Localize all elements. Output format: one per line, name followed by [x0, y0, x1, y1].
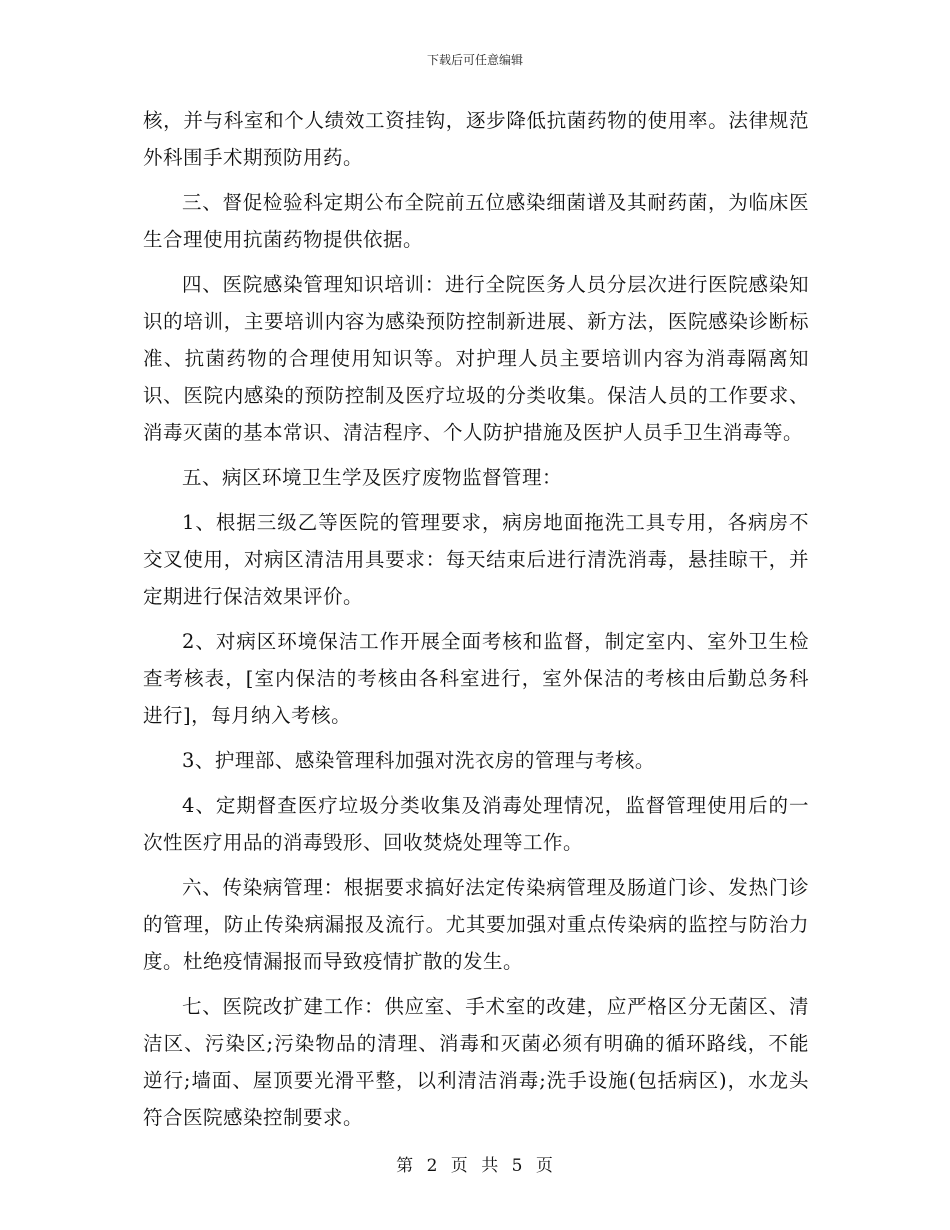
paragraph-continuation: 核，并与科室和个人绩效工资挂钩，逐步降低抗菌药物的使用率。法律规范外科围手术期预防用药。 [143, 109, 809, 169]
paragraph-section-3: 三、督促检验科定期公布全院前五位感染细菌谱及其耐药菌，为临床医生合理使用抗菌药物提供依据。 [143, 191, 809, 251]
paragraph-item-2: 2、对病区环境保洁工作开展全面考核和监督，制定室内、室外卫生检查考核表，[室内保洁的考核由各科室进行，室外保洁的考核由后勤总务科进行]，每月纳入考核。 [143, 630, 809, 727]
paragraph-section-5-heading: 五、病区环境卫生学及医疗废物监督管理： [182, 466, 563, 489]
paragraph-item-3: 3、护理部、感染管理科加强对洗衣房的管理与考核。 [182, 749, 655, 772]
paragraph-item-4: 4、定期督查医疗垃圾分类收集及消毒处理情况，监督管理使用后的一次性医疗用品的消毒毁形、回收焚烧处理等工作。 [143, 794, 809, 854]
page-header: 下载后可任意编辑 [426, 53, 523, 67]
paragraph-section-6: 六、传染病管理：根据要求搞好法定传染病管理及肠道门诊、发热门诊的管理，防止传染病漏报及流行。尤其要加强对重点传染病的监控与防治力度。杜绝疫情漏报而导致疫情扩散的发生。 [143, 876, 809, 973]
paragraph-section-7: 七、医院改扩建工作：供应室、手术室的改建，应严格区分无菌区、清洁区、污染区;污染物品的清理、消毒和灭菌必须有明确的循环路线，不能逆行;墙面、屋顶要光滑平整，以利清洁消毒;洗手设施(包括病区)，水龙头符合医院感染控制要求。 [143, 995, 809, 1129]
paragraph-item-1: 1、根据三级乙等医院的管理要求，病房地面拖洗工具专用，各病房不交叉使用，对病区清洁用具要求：每天结束后进行清洗消毒，悬挂晾干，并定期进行保洁效果评价。 [143, 511, 809, 608]
document-body [143, 102, 809, 1136]
page-number: 第 2 页 共 5 页 [396, 1156, 554, 1176]
paragraph-section-4: 四、医院感染管理知识培训：进行全院医务人员分层次进行医院感染知识的培训，主要培训内容为感染预防控制新进展、新方法，医院感染诊断标准、抗菌药物的合理使用知识等。对护理人员主要培训内容为消毒隔离知识、医院内感染的预防控制及医疗垃圾的分类收集。保洁人员的工作要求、消毒灭菌的基本常识、清洁程序、个人防护措施及医护人员手卫生消毒等。 [143, 273, 809, 444]
